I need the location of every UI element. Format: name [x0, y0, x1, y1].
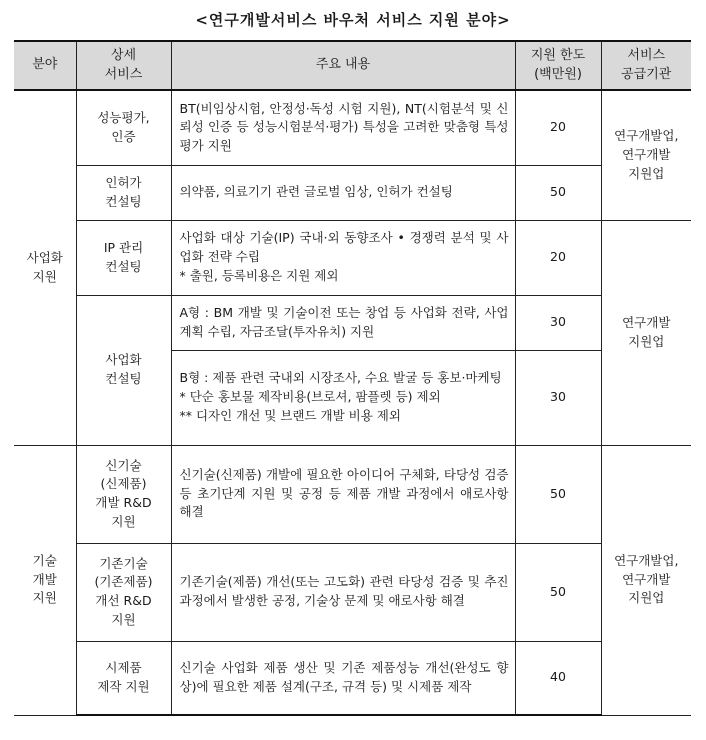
detail-cell: 성능평가, 인증	[76, 90, 171, 165]
content-cell: A형 : BM 개발 및 기술이전 또는 창업 등 사업화 전략, 사업 계획 수립, 자금조달(투자유치) 지원	[171, 295, 515, 350]
detail-cell: 시제품 제작 지원	[76, 641, 171, 715]
limit-cell: 50	[515, 543, 601, 641]
limit-cell: 50	[515, 165, 601, 220]
table-row	[14, 295, 691, 350]
detail-cell: 사업화 컨설팅	[76, 295, 171, 445]
voucher-table	[14, 40, 691, 716]
page-title: <연구개발서비스 바우처 서비스 지원 분야>	[195, 11, 511, 29]
field-commercialization: 사업화 지원	[14, 90, 76, 445]
table-header-row	[14, 41, 691, 90]
limit-cell: 50	[515, 445, 601, 543]
header-provider: 서비스 공급기관	[601, 41, 691, 90]
limit-cell: 30	[515, 295, 601, 350]
header-detail: 상세 서비스	[76, 41, 171, 90]
header-limit: 지원 한도 (백만원)	[515, 41, 601, 90]
limit-cell: 40	[515, 641, 601, 715]
detail-cell: 인허가 컨설팅	[76, 165, 171, 220]
content-cell: 사업화 대상 기술(IP) 국내·외 동향조사 • 경쟁력 분석 및 사업화 전략 수립 * 출원, 등록비용은 지원 제외	[171, 220, 515, 295]
content-cell: 의약품, 의료기기 관련 글로벌 임상, 인허가 컨설팅	[171, 165, 515, 220]
limit-cell: 20	[515, 220, 601, 295]
limit-cell: 20	[515, 90, 601, 165]
header-content: 주요 내용	[171, 41, 515, 90]
table-row	[14, 641, 691, 715]
content-cell: 신기술(신제품) 개발에 필요한 아이디어 구체화, 타당성 검증 등 초기단계 지원 및 공정 등 제품 개발 과정에서 애로사항 해결	[171, 445, 515, 543]
table-row	[14, 445, 691, 543]
content-cell: 신기술 사업화 제품 생산 및 기존 제품성능 개선(완성도 향상)에 필요한 제품 설계(구조, 규격 등) 및 시제품 제작	[171, 641, 515, 715]
content-cell: B형 : 제품 관련 국내외 시장조사, 수요 발굴 등 홍보·마케팅 * 단순 홍보물 제작비용(브로셔, 팜플렛 등) 제외 ** 디자인 개선 및 브랜드 개발 비용 제외	[171, 350, 515, 445]
detail-cell: IP 관리 컨설팅	[76, 220, 171, 295]
table-row	[14, 543, 691, 641]
provider-cell: 연구개발업, 연구개발 지원업	[601, 445, 691, 715]
detail-cell: 기존기술 (기존제품) 개선 R&D 지원	[76, 543, 171, 641]
limit-cell: 30	[515, 350, 601, 445]
table-row	[14, 165, 691, 220]
table-row	[14, 220, 691, 295]
content-cell: 기존기술(제품) 개선(또는 고도화) 관련 타당성 검증 및 추진 과정에서 발생한 공정, 기술상 문제 및 애로사항 해결	[171, 543, 515, 641]
field-tech-dev: 기술 개발 지원	[14, 445, 76, 715]
detail-cell: 신기술 (신제품) 개발 R&D 지원	[76, 445, 171, 543]
provider-cell: 연구개발업, 연구개발 지원업	[601, 90, 691, 220]
table-row	[14, 90, 691, 165]
content-cell: BT(비임상시험, 안정성·독성 시험 지원), NT(시험분석 및 신뢰성 인증 등 성능시험분석·평가) 특성을 고려한 맞춤형 특성평가 지원	[171, 90, 515, 165]
provider-cell: 연구개발 지원업	[601, 220, 691, 445]
header-field: 분야	[14, 41, 76, 90]
